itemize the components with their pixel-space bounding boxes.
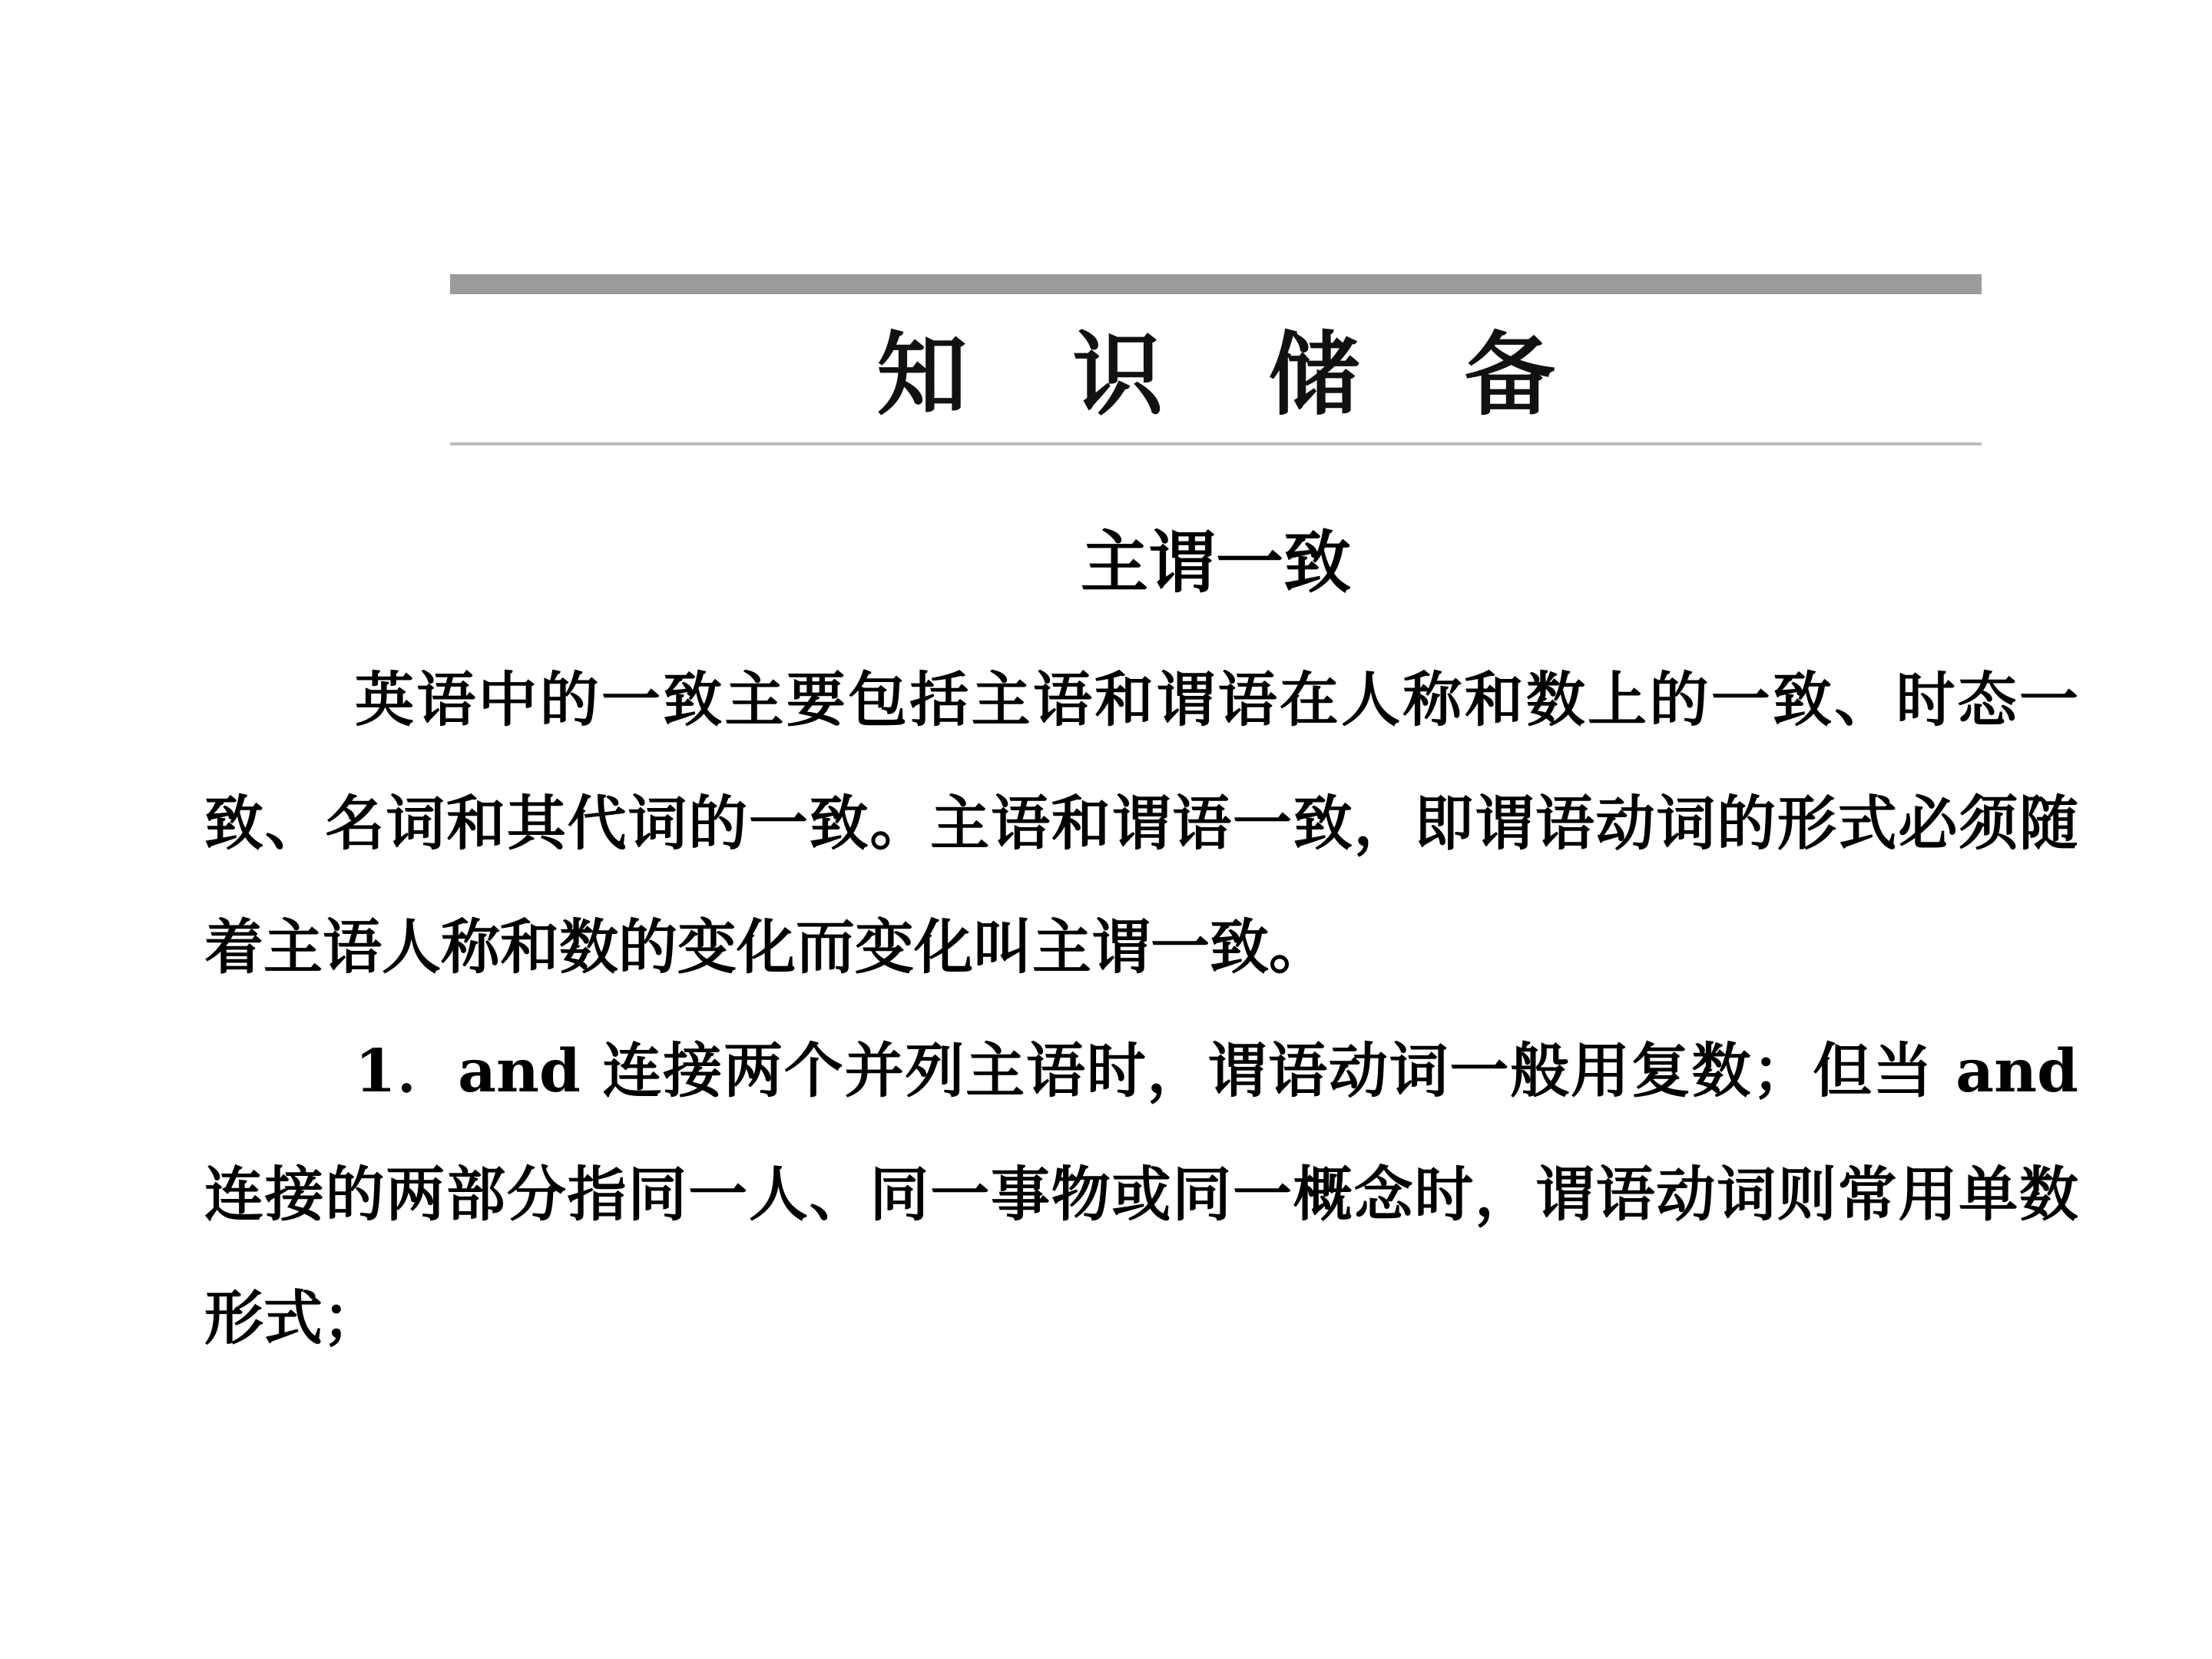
header-divider <box>450 442 1982 445</box>
body-text <box>204 639 2078 1381</box>
intro-paragraph: 英语中的一致主要包括主语和谓语在人称和数上的一致、时态一致、名词和其代词的一致。主语和谓语一致，即谓语动词的形式必须随着主语人称和数的变化而变化叫主谓一致。 <box>204 666 2078 982</box>
section-heading: 主谓一致 <box>1080 523 1351 602</box>
rule-1-paragraph: 1．and 连接两个并列主语时，谓语动词一般用复数；但当 and 连接的两部分指同一人、同一事物或同一概念时，谓语动词则常用单数形式； <box>204 1037 2078 1353</box>
page-title: 知 识 储 备 <box>876 322 1592 428</box>
header-top-bar <box>450 274 1982 294</box>
